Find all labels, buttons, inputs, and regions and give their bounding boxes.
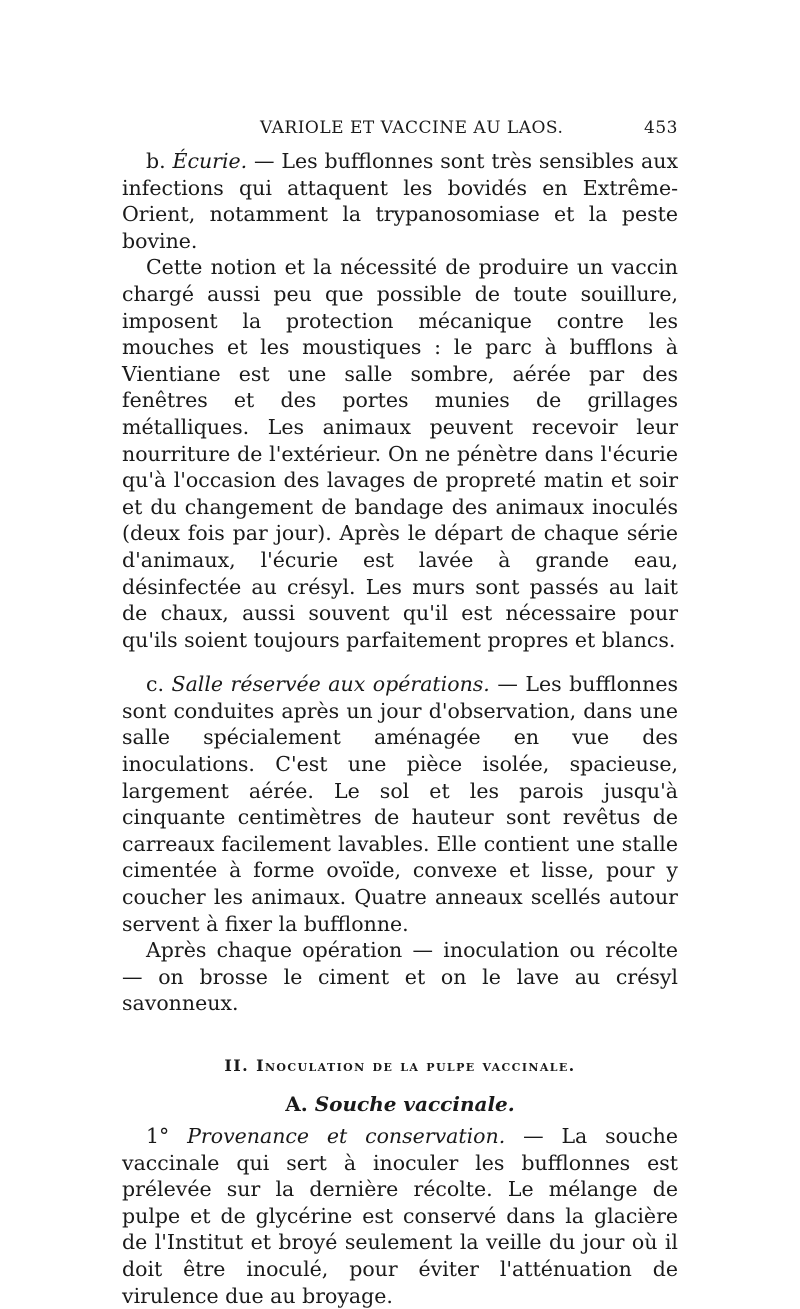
- ecurie-dash: —: [247, 149, 282, 173]
- part-two-numeral: II.: [224, 1056, 257, 1075]
- souche-title: Souche vaccinale.: [314, 1092, 515, 1116]
- paragraph-ecurie-2: Cette notion et la nécessité de produire un vaccin chargé aussi peu que possible de toute souillure, imposent la protection mécanique contre les mouches et les moustiques : le parc à bufflons à Vientiane est une salle sombre, aérée par des fenêtres et des portes munies de grillages métalliques. Les animaux peuvent recevoir leur nourriture de l'extérieur. On ne pénètre dans l'écurie qu'à l'occasion des lavages de propreté matin et soir et du changement de bandage des animaux inoculés (deux fois par jour). Après le départ de chaque série d'animaux, l'écurie est lavée à grande eau, désinfectée au crésyl. Les murs sont passés au lait de chaux, aussi souvent qu'il est nécessaire pour qu'ils soient toujours parfaitement propres et blancs.: [122, 255, 678, 652]
- provenance-label: 1°: [146, 1124, 188, 1148]
- sub-heading-souche: [122, 1091, 678, 1117]
- running-head: [122, 118, 678, 144]
- ecurie-title: Écurie.: [172, 149, 248, 173]
- section-heading-part-two: [122, 1053, 678, 1079]
- paragraph-ecurie: [122, 148, 678, 254]
- body-text: [122, 148, 678, 1309]
- ecurie-label: b.: [146, 149, 173, 173]
- salle-label: c.: [146, 672, 172, 697]
- paragraph-salle-2: Après chaque opération — inoculation ou récolte — on brosse le ciment et on le lave au crésyl savonneux.: [122, 938, 678, 1016]
- paragraph-salle: [122, 671, 678, 937]
- salle-title: Salle réservée aux opérations.: [171, 672, 490, 697]
- paragraph-provenance: [122, 1123, 678, 1309]
- provenance-text: La souche vaccinale qui sert à inoculer les bufflonnes est prélevée sur la dernière récolte. Le mélange de pulpe et de glycérine est conservé dans la glacière de l'Institut et broyé seulement la veille du jour où il doit être inoculé, pour éviter l'atténuation de virulence due au broyage.: [122, 1124, 678, 1308]
- page-number: 453: [644, 118, 678, 138]
- souche-letter: A.: [285, 1092, 315, 1116]
- running-title: VARIOLE ET VACCINE AU LAOS.: [260, 118, 564, 138]
- provenance-title: Provenance et conservation.: [187, 1124, 506, 1148]
- salle-dash: —: [489, 672, 526, 697]
- salle-text: Les bufflonnes sont conduites après un jour d'observation, dans une salle spécialement aménagée en vue des inoculations. C'est une pièce isolée, spacieuse, largement aérée. Le sol et les parois jusqu'à cinquante centimètres de hauteur sont revêtus de carreaux facilement lavables. Elle contient une stalle cimentée à forme ovoïde, convexe et lisse, pour y coucher les animaux. Quatre anneaux scellés autour servent à fixer la bufflonne.: [122, 672, 678, 936]
- ecurie-text: Les bufflonnes sont très sensibles aux infections qui attaquent les bovidés en Extrême-Orient, notamment la trypanosomiase et la peste bovine.: [122, 149, 678, 253]
- provenance-dash: —: [505, 1124, 562, 1148]
- part-two-title: Inoculation de la pulpe vaccinale.: [256, 1056, 576, 1075]
